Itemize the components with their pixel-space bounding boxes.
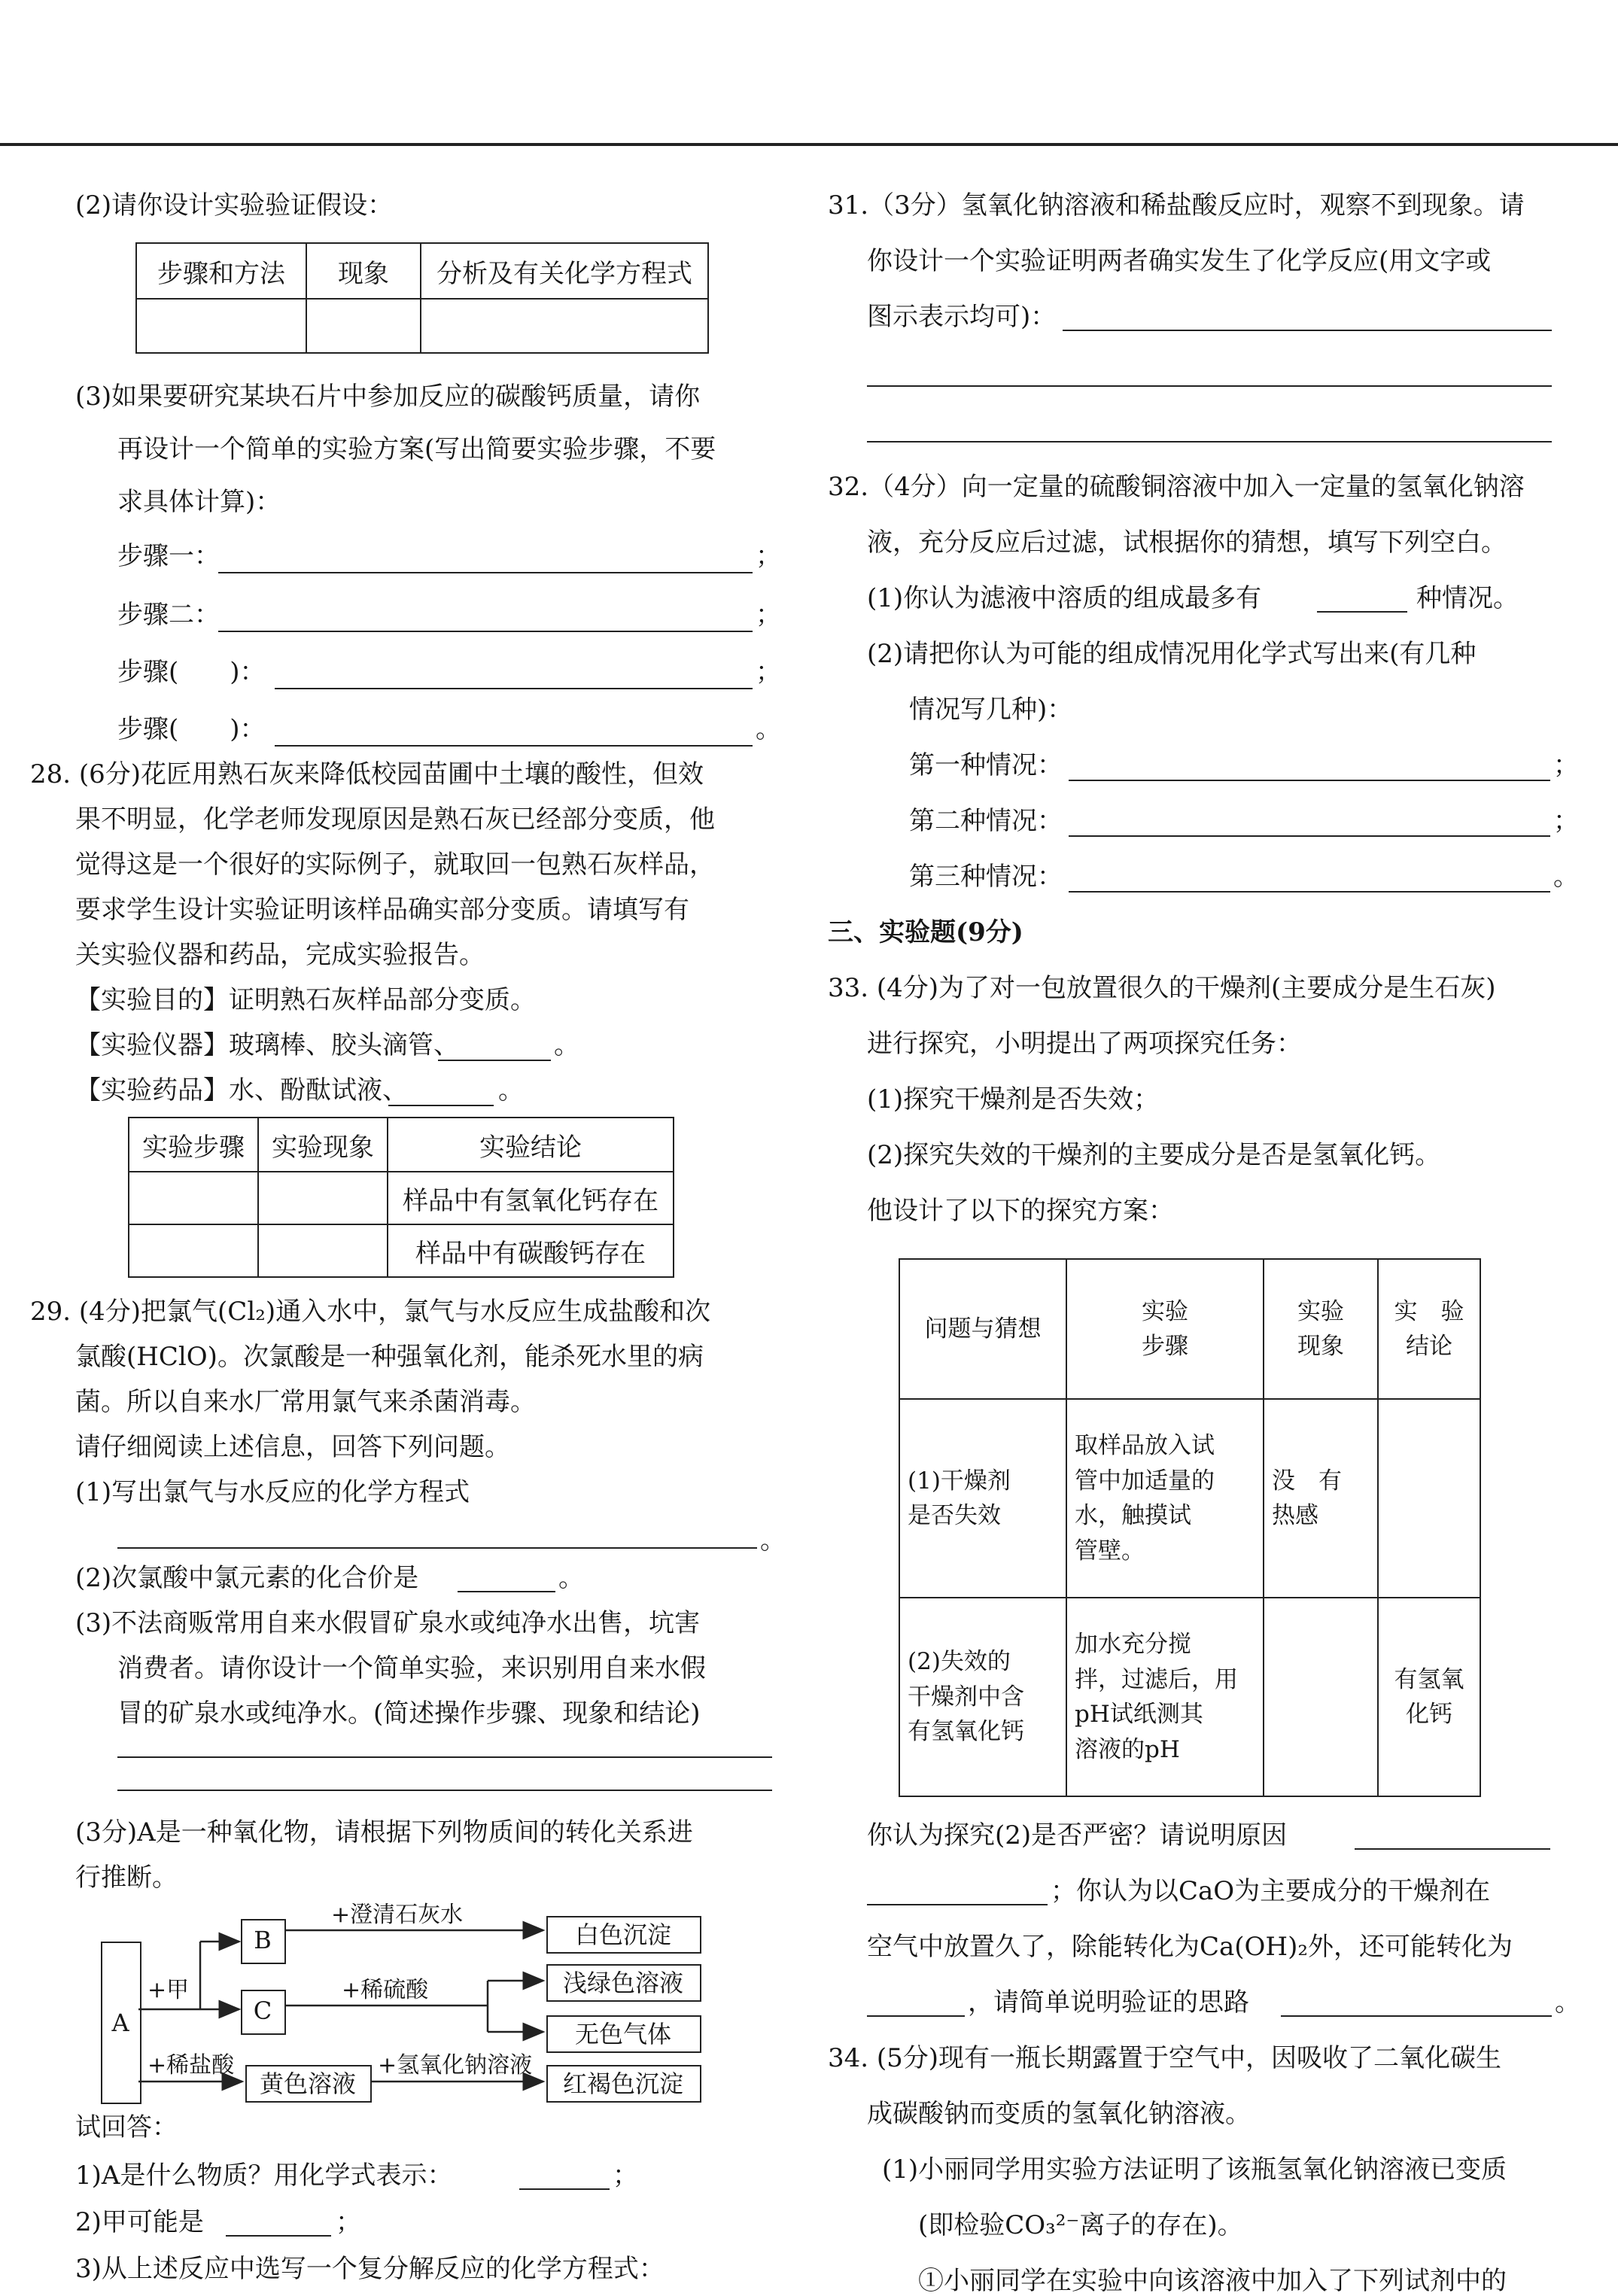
- q33-after-line: ，请简单说明验证的思路: [968, 1987, 1249, 2018]
- q30-question-1-end: ；: [613, 2161, 638, 2191]
- q34-line: ①小丽同学在实验中向该溶液中加入了下列试剂中的: [918, 2266, 1507, 2296]
- q30-reagent-limewater: +澄清石灰水: [331, 1902, 464, 1928]
- q32-part2-line: 情况写几种)：: [909, 695, 1073, 725]
- q27-step-label: 步骤( )：: [117, 714, 266, 744]
- q28-line: 果不明显，化学老师发现原因是熟石灰已经部分变质，他: [75, 804, 715, 835]
- q31-answer-line[interactable]: [867, 441, 1552, 442]
- q30-reagent-jia: +甲: [148, 1977, 190, 2003]
- q28-instruments-end: 。: [554, 1030, 579, 1060]
- q31-line: 你设计一个实验证明两者确实发生了化学反应(用文字或: [867, 246, 1492, 276]
- q29-part3-line: 冒的矿泉水或纯净水。(简述操作步骤、现象和结论): [117, 1698, 701, 1729]
- q33-after-line: 你认为探究(2)是否严密？请说明原因: [867, 1820, 1288, 1850]
- q28-line: 关实验仪器和药品，完成实验报告。: [75, 940, 485, 970]
- q27-step-end: ；: [756, 657, 781, 687]
- q29-line: (1)写出氯气与水反应的化学方程式: [75, 1477, 470, 1507]
- q33-reason-blank[interactable]: [1355, 1848, 1550, 1850]
- q30-question-1: 1)A是什么物质？用化学式表示：: [75, 2161, 453, 2191]
- q32-line: 液，充分反应后过滤，试根据你的猜想，填写下列空白。: [867, 528, 1507, 558]
- q28-table-cell: 样品中有碳酸钙存在: [388, 1224, 674, 1277]
- q27-table-header: 分析及有关化学方程式: [421, 243, 708, 299]
- q33-after-line: 空气中放置久了，除能转化为Ca(OH)₂外，还可能转化为: [867, 1932, 1513, 1962]
- q28-reagents-end: 。: [498, 1075, 524, 1105]
- q30-ask: 试回答：: [75, 2112, 178, 2142]
- q30-reagent-hcl: +稀盐酸: [148, 2052, 235, 2079]
- q34-line: 成碳酸钠而变质的氢氧化钠溶液。: [867, 2099, 1251, 2129]
- q31-answer-blank[interactable]: [1063, 330, 1552, 331]
- q33-line: (2)探究失效的干燥剂的主要成分是否是氢氧化钙。: [867, 1140, 1441, 1170]
- q28-line: 觉得这是一个很好的实际例子，就取回一包熟石灰样品，: [75, 850, 715, 880]
- q33-table-header: 实 验 结论: [1378, 1259, 1480, 1399]
- q34-line: (1)小丽同学用实验方法证明了该瓶氢氧化钠溶液已变质: [882, 2155, 1507, 2185]
- q29-line: 29. (4分)把氯气(Cl₂)通入水中，氯气与水反应生成盐酸和次: [30, 1297, 711, 1327]
- q30-question-2: 2)甲可能是: [75, 2207, 204, 2237]
- q27-step-label: 步骤一：: [117, 541, 220, 571]
- q33-after-line: ；你认为以CaO为主要成分的干燥剂在: [1051, 1876, 1491, 1906]
- q33-table-header: 问题与猜想: [899, 1259, 1066, 1399]
- q28-purpose: 【实验目的】证明熟石灰样品部分变质。: [75, 985, 536, 1015]
- q33-table-cell[interactable]: [1264, 1598, 1378, 1796]
- q33-table: [899, 1258, 1481, 1797]
- q30-node-c-label: C: [253, 1996, 272, 2025]
- q32-part2-line: (2)请把你认为可能的组成情况用化学式写出来(有几种: [867, 639, 1477, 669]
- q28-table-header: 实验现象: [258, 1118, 388, 1172]
- q27-step-end: 。: [756, 714, 781, 744]
- q30-node-a-label: A: [111, 2009, 129, 2037]
- q33-line: 33. (4分)为了对一包放置很久的干燥剂(主要成分是生石灰): [828, 973, 1496, 1003]
- q29-part2-end: 。: [558, 1563, 584, 1593]
- q32-case-label: 第三种情况：: [909, 862, 1063, 892]
- q29-equation-end: 。: [760, 1525, 786, 1556]
- q28-table-header: 实验结论: [388, 1118, 674, 1172]
- q28-table-cell: 样品中有氢氧化钙存在: [388, 1172, 674, 1224]
- q33-line: 进行探究，小明提出了两项探究任务：: [867, 1029, 1302, 1059]
- q30-white-ppt-label: 白色沉淀: [574, 1920, 671, 1949]
- q27-table-header: 步骤和方法: [136, 243, 306, 299]
- q30-node-b-label: B: [254, 1926, 272, 1954]
- q32-part1: (1)你认为滤液中溶质的组成最多有: [867, 583, 1262, 613]
- q32-case-end: ；: [1553, 806, 1579, 836]
- q31-answer-line[interactable]: [867, 385, 1552, 387]
- q28-line: 28. (6分)花匠用熟石灰来降低校园苗圃中土壤的酸性，但效: [30, 759, 704, 789]
- q28-table-header: 实验步骤: [129, 1118, 258, 1172]
- q27-step-end: ；: [756, 600, 781, 630]
- q33-table-cell: 加水充分搅 拌，过滤后，用 pH试纸测其 溶液的pH: [1066, 1598, 1264, 1796]
- q29-part3-line: (3)不法商贩常用自来水假冒矿泉水或纯净水出售，坑害: [75, 1608, 701, 1638]
- q29-line: 请仔细阅读上述信息，回答下列问题。: [75, 1432, 510, 1462]
- q28-instruments: 【实验仪器】玻璃棒、胶头滴管、: [75, 1030, 459, 1060]
- q29-part2: (2)次氯酸中氯元素的化合价是: [75, 1563, 419, 1593]
- q30-line: 行推断。: [75, 1863, 178, 1893]
- q32-case-blank[interactable]: [1069, 835, 1550, 837]
- q32-case-end: ；: [1553, 750, 1579, 780]
- q32-case-label: 第一种情况：: [909, 750, 1063, 780]
- q30-red-brown-label: 红褐色沉淀: [562, 2069, 683, 2098]
- q32-count-blank[interactable]: [1317, 611, 1407, 613]
- q31-line: 图示表示均可)：: [867, 302, 1057, 332]
- q34-line: (即检验CO₃²⁻离子的存在)。: [918, 2210, 1243, 2240]
- q30-answer-1-blank[interactable]: [519, 2188, 610, 2190]
- q33-table-cell: 有氢氧 化钙: [1378, 1598, 1480, 1796]
- q33-table-cell: (1)干燥剂 是否失效: [899, 1399, 1066, 1598]
- q27-table-header: 现象: [306, 243, 421, 299]
- q27-step-label: 步骤二：: [117, 600, 220, 630]
- q30-light-green-label: 浅绿色溶液: [562, 1969, 683, 1997]
- q33-table-header: 实验 步骤: [1066, 1259, 1264, 1399]
- q28-line: 要求学生设计实验证明该样品确实部分变质。请填写有: [75, 895, 689, 925]
- q33-table-cell: 没 有 热感: [1264, 1399, 1378, 1598]
- q33-convert-blank[interactable]: [867, 2015, 965, 2017]
- q33-verify-blank[interactable]: [1281, 2015, 1552, 2017]
- q27-part2: (2)请你设计实验验证假设：: [75, 190, 394, 220]
- q27-part3-line: 再设计一个简单的实验方案(写出简要实验步骤，不要: [117, 434, 716, 464]
- q27-step-end: ；: [756, 541, 781, 571]
- q30-reagent-h2so4: +稀硫酸: [342, 1977, 429, 2003]
- q33-end: 。: [1555, 1987, 1580, 2018]
- q27-part3-line: (3)如果要研究某块石片中参加反应的碳酸钙质量，请你: [75, 382, 701, 412]
- q33-table-cell: 取样品放入试 管中加适量的 水，触摸试 管壁。: [1066, 1399, 1264, 1598]
- q27-step-label: 步骤( )：: [117, 657, 266, 687]
- q32-line: 32.（4分）向一定量的硫酸铜溶液中加入一定量的氢氧化钠溶: [828, 472, 1525, 502]
- q33-line: 他设计了以下的探究方案：: [867, 1196, 1174, 1226]
- q32-case-end: 。: [1553, 862, 1579, 892]
- q32-part1-end: 种情况。: [1416, 583, 1519, 613]
- q33-table-header: 实验 现象: [1264, 1259, 1378, 1399]
- q33-table-cell[interactable]: [1378, 1399, 1480, 1598]
- q33-line: (1)探究干燥剂是否失效；: [867, 1084, 1160, 1115]
- q31-line: 31.（3分）氢氧化钠溶液和稀盐酸反应时，观察不到现象。请: [828, 190, 1525, 220]
- q30-answer-2-blank[interactable]: [226, 2235, 331, 2237]
- q29-line: 菌。所以自来水厂常用氯气来杀菌消毒。: [75, 1387, 536, 1417]
- q29-part3-line: 消费者。请你设计一个简单实验，来识别用自来水假: [117, 1653, 706, 1683]
- q32-case-label: 第二种情况：: [909, 806, 1063, 836]
- q30-question-2-end: ；: [336, 2207, 361, 2237]
- section-3-heading: 三、实验题(9分): [828, 917, 1023, 947]
- q30-yellow-sol-label: 黄色溶液: [259, 2069, 356, 2098]
- q30-reagent-naoh: +氢氧化钠溶液: [378, 2052, 533, 2079]
- q30-line: (3分)A是一种氧化物，请根据下列物质间的转化关系进: [75, 1817, 693, 1847]
- q29-line: 氯酸(HClO)。次氯酸是一种强氧化剂，能杀死水里的病: [75, 1342, 704, 1372]
- q34-line: 34. (5分)现有一瓶长期露置于空气中，因吸收了二氧化碳生: [828, 2043, 1502, 2073]
- q28-reagents: 【实验药品】水、酚酞试液、: [75, 1075, 408, 1105]
- q30-question-3: 3)从上述反应中选写一个复分解反应的化学方程式：: [75, 2254, 665, 2284]
- q32-case-blank[interactable]: [1069, 780, 1550, 781]
- q33-table-cell: (2)失效的 干燥剂中含 有氢氧化钙: [899, 1598, 1066, 1796]
- q27-part3-line: 求具体计算)：: [117, 487, 281, 517]
- q32-case-blank[interactable]: [1069, 891, 1550, 893]
- q33-reason-blank-2[interactable]: [867, 1904, 1048, 1905]
- q30-colorless-gas-label: 无色气体: [574, 2020, 671, 2048]
